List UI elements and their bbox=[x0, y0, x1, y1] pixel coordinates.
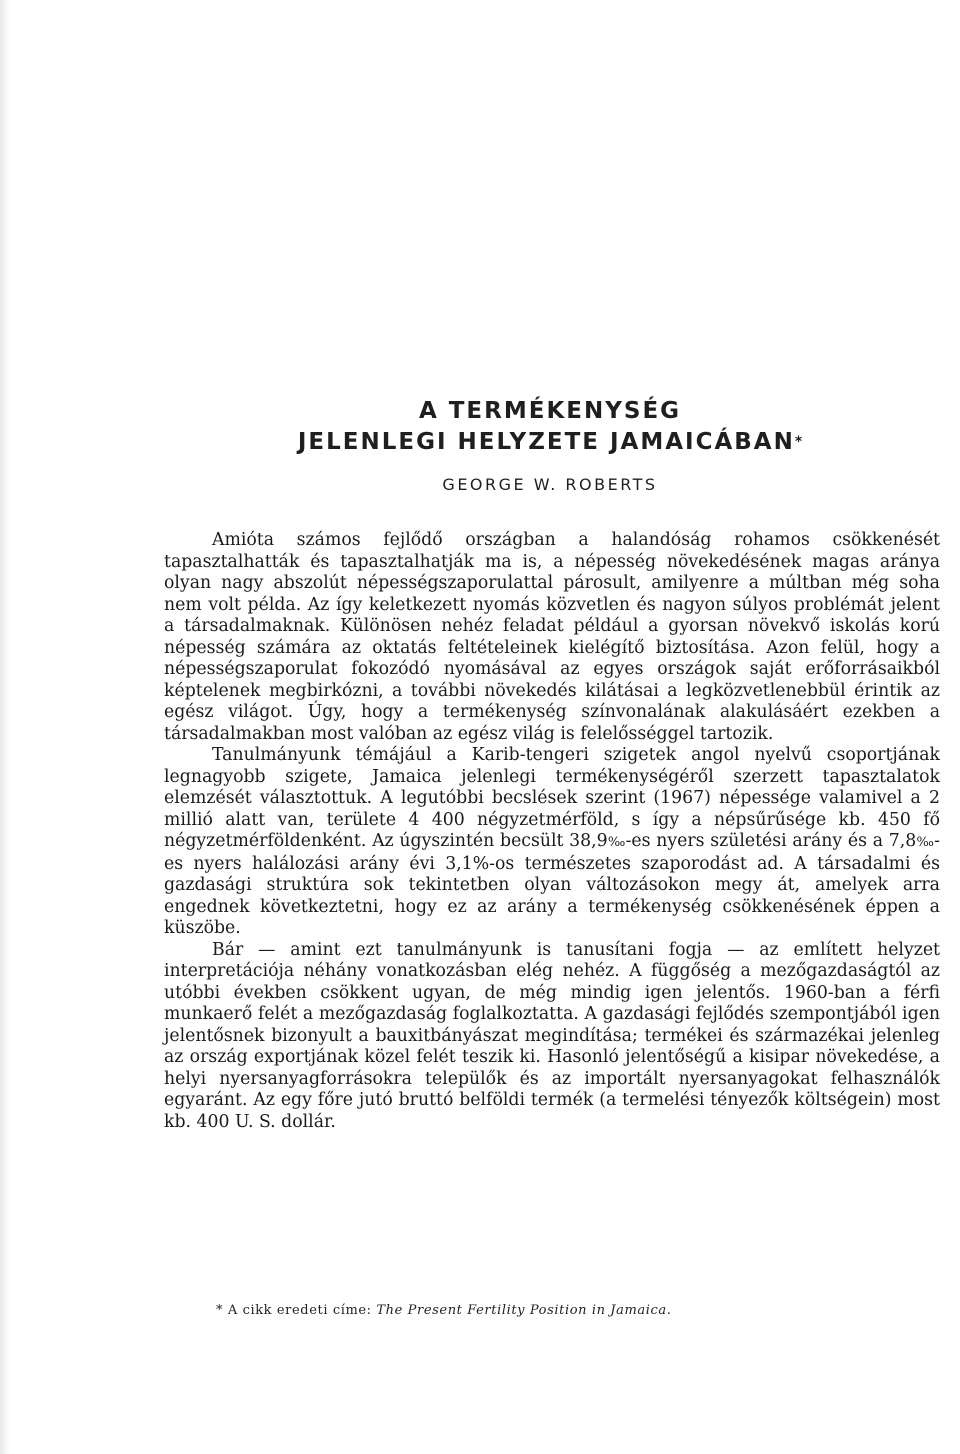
footnote-reference-marker: * bbox=[794, 434, 803, 450]
body-paragraph-2-part-a: Tanulmányunk témájául a Karib-tengeri szigetek angol nyelvű csoportjának legnagyobb szigete, Jamaica jelenlegi termékenységéről szerzett tapasztalatok elemzését választottuk. A legutóbbi becslések szerint (1967) népessége valamivel a 2 millió alatt van, területe 4 400 négyzetmérföld, s így a népsűrűsége kb. 450 fő négyzetmérföldenként. Az úgyszintén becsült 38,9 bbox=[164, 745, 940, 851]
article-title-text: JELENLEGI HELYZETE JAMAICÁBAN bbox=[297, 429, 795, 455]
article-author: GEORGE W. ROBERTS bbox=[442, 475, 658, 494]
footnote-label: A cikk eredeti címe: bbox=[227, 1303, 372, 1318]
article-title-line-1: A TERMÉKENYSÉG bbox=[418, 398, 682, 424]
footnote-original-title: The Present Fertility Position in Jamaica. bbox=[376, 1303, 672, 1318]
article-header bbox=[160, 396, 940, 496]
footnote bbox=[216, 1302, 671, 1320]
article-body bbox=[164, 530, 940, 1133]
body-paragraph-2-part-b: -es nyers születési arány és a 7,8 bbox=[625, 831, 917, 851]
body-paragraph-3: Bár — amint ezt tanulmányunk is tanusítani fogja — az említett helyzet interpretációja néhány vonatkozásban elég nehéz. A függőség a mezőgazdaságtól az utóbbi években csökkent ugyan, de még mindig igen jelentős. 1960-ban a férfi munkaerő felét a mezőgazdaság foglalkoztatta. A gazdasági fejlődés szempontjából igen jelentősnek bizonyult a bauxitbányászat megindítása; termékei és származékai jelenleg az ország exportjának közel felét teszik ki. Hasonló jelentőségű a kisipar növekedése, a helyi nyersanyagforrásokra települők és az importált nyersanyagokat felhasználók egyaránt. Az egy főre jutó bruttó belföldi termék (a termelési tényezők költségein) most kb. 400 U. S. dollár. bbox=[164, 939, 940, 1132]
scan-edge-shadow bbox=[0, 0, 10, 1454]
body-paragraph-1: Amióta számos fejlődő országban a halandóság rohamos csökkenését tapasztalhatták és tapasztalhatják ma is, a népesség növekedésének magas aránya olyan nagy abszolút népességszaporulattal párosult, amilyenre a múltban még soha nem volt példa. Az így keletkezett nyomás közvetlen és nagyon súlyos problémát jelent a társadalmaknak. Különösen nehéz feladat például a gyorsan növekvő iskolás korú népesség számára az oktatás feltételeinek kielégítő biztosítása. Azon felül, hogy a népességszaporulat fokozódó nyomásával az egyes országok saját erőforrásaikból képtelenek megbirkózni, a további növekedés kilátásai a legközvetlenebbül érintik az egész világot. Úgy, hogy a termékenység színvonalának alakulásáért ezekben a társadalmakban most valóban az egész világ is felelősséggel tartozik. bbox=[164, 530, 940, 744]
body-paragraph-2 bbox=[164, 745, 940, 940]
permille-sign: ‰ bbox=[607, 835, 626, 850]
body-paragraph-2-part-c: -es nyers halálozási arány évi 3,1%-os természetes szaporodást ad. A társadalmi és gazdasági struktúra sok tekintetben olyan változásokon megy át, amelyek arra engednek következtetni, hogy ez az arány a termékenység csökkenésének éppen a küszöbe. bbox=[164, 831, 940, 938]
permille-sign: ‰ bbox=[916, 835, 935, 850]
footnote-marker: * bbox=[216, 1303, 224, 1318]
article-title-line-2 bbox=[160, 427, 940, 458]
